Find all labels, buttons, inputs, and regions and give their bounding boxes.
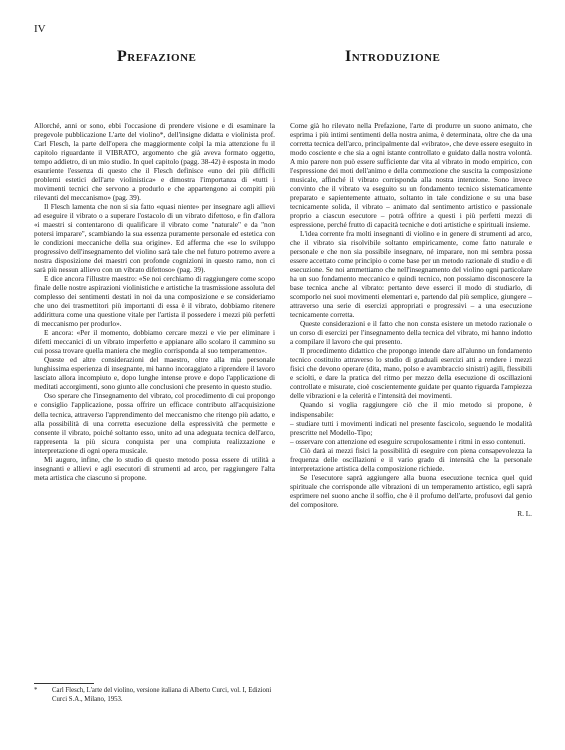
introduction-list-item-1: – studiare tutti i movimenti indicati nel presente fascicolo, seguendo le modalità prescritte nel Modello-Tipo; (290, 418, 532, 437)
footnote-mark: * (34, 687, 38, 694)
footnote-divider (34, 683, 94, 684)
preface-paragraph-5: Queste ed altre considerazioni del maestro, oltre alla mia personale lunghissima esperienza di insegnante, mi hanno incoraggiato a riprendere il lavoro lasciato allora incompiuto e, dopo lunghe intense prove e dopo l'applicazione di meditati accorgimenti, sono giunto alle conclusioni che presento in questo studio. (34, 355, 275, 392)
introduction-paragraph-7: Se l'esecutore saprà aggiungere alla buona esecuzione tecnica quel quid spirituale che corrisponde alle vibrazioni di un temperamento artistico, egli saprà esprimere nel suono anche il soffio, che è il profumo dell'arte, profusovi dal genio del compositore. (290, 472, 532, 509)
preface-paragraph-7: Mi auguro, infine, che lo studio di questo metodo possa essere di utilità a insegnanti e allievi e agli esecutori di strumenti ad arco, per raggiungere l'alta meta artistica che ciascuno si propone. (34, 454, 275, 482)
introduction-paragraph-6: Ciò darà ai mezzi fisici la possibilità di eseguire con piena consapevolezza la frequenza delle oscillazioni e il vario grado di intensità che la personale interpretazione artistica della composizione richiede. (290, 445, 532, 473)
preface-paragraph-1: Allorché, anni or sono, ebbi l'occasione di prendere visione e di esaminare la pregevole pubblicazione L'arte del violino*, dell'insigne didatta e violinista prof. Carl Flesch, la parte dell'opera che maggiormente colpì la mia attenzione fu il capitolo riguardante il VIBRATO, argomento che già aveva formato oggetto, tempo addietro, di un mio studio. In quel capitolo (pagg. 38-42) è esposta in modo esauriente l'essenza di questo che il Flesch definisce «uno dei più difficili problemi estetici dell'arte violinistica» e dimostra l'importanza di «tutti i movimenti tecnici che servono a produrlo e che appartengono ai compiti più rilevanti del meccanismo» (pag. 39). (34, 121, 275, 203)
introduction-paragraph-5: Quando si voglia raggiungere ciò che il mio metodo si propone, è indispensabile: (290, 400, 532, 419)
introduction-paragraph-1: Come già ho rilevato nella Prefazione, l'arte di produrre un suono animato, che esprima i più intimi sentimenti della nostra anima, è determinata, oltre che da una corretta tecnica dell'arco, principalmente dal «vibrato», che deve essere eseguito in modo cosciente e che sia a ogni istante controllato e guidato dalla nostra volontà. A mio parere non può essere sufficiente dar vita al vibrato in modo empirico, con l'espressione dei moti dell'animo e della commozione che suscita la composizione musicale, affinché il vibrato corrisponda alla nostra intenzione. Sono invece convinto che il vibrato va eseguito su un fondamento tecnico sistematicamente preparato e sapientemente attuato, soltanto in tale condizione e su una base tecnicamente solida, il vibrato – animato dal sentimento artistico e passionale proprio a ciascun esecutore – potrà offrire a questi i più perfetti mezzi di espressione, perché frutto di capacità tecniche e doti artistiche e spirituali insieme. (290, 121, 533, 230)
introduction-paragraph-3: Queste considerazioni e il fatto che non consta esistere un metodo razionale o un corso di esercizi per l'insegnamento della tecnica del vibrato, mi hanno indotto a compilare il lavoro che qui presento. (290, 319, 532, 347)
introduction-paragraph-2: L'idea corrente fra molti insegnanti di violino e in genere di strumenti ad arco, che il vibrato sia risolvibile soltanto empiricamente, come fatto naturale e personale e che non sia possibile insegnare, né imparare, non mi sembra possa essere accettato come principio o come base per un metodo razionale di studio e di esecuzione. Se noi ammettiamo che nell'insegnamento del violino ogni particolare ha un suo fondamento meccanico e quindi tecnico, non possiamo disconoscere la base tecnica anche al vibrato: pertanto deve esserci il modo di studiarlo, di scomporlo nei suoi movimenti elementari e, partendo dal più semplice, giungere – attraverso una serie di esercizi appropriati e progressivi – a una esecuzione tecnicamente corretta. (290, 229, 532, 320)
preface-paragraph-4: E ancora: «Per il momento, dobbiamo cercare mezzi e vie per eliminare i difetti meccanici di un vibrato imperfetto e appianare allo scolaro il cammino su cui possa trovare quella maniera che meglio corrisponda al suo temperamento». (34, 328, 275, 356)
introduction-heading: Introduzione (345, 48, 441, 65)
preface-paragraph-6: Oso sperare che l'insegnamento del vibrato, col procedimento di cui propongo e consiglio l'applicazione, possa offrire un efficace contributo all'acquisizione della tecnica, attraverso l'apprendimento del meccanismo che ritengo più adatto, e alla possibilità di una corretta esecuzione della espressività che permette e consente il vibrato, poiché soltanto esso, unito ad una adeguata tecnica dell'arco, rappresenta la più sicura conquista per una compiuta realizzazione e interpretazione di ogni opera musicale. (34, 391, 275, 455)
preface-paragraph-3: E dice ancora l'illustre maestro: «Se noi cerchiamo di raggiungere come scopo finale delle nostre aspirazioni violinistiche e artistiche la trasmissione assoluta del complesso dei sentimenti destati in noi da una composizione e se consideriamo che uno dei trasmettitori più importanti di essa è il vibrato, dobbiamo ritenere addirittura come una questione vitale per l'artista il possedere i mezzi più perfetti di meccanismo per produrlo». (34, 274, 275, 329)
page-number: IV (34, 23, 46, 35)
footnote-text: Carl Flesch, L'arte del violino, versione italiana di Alberto Curci, vol. I, Edizioni Curci S.A., Milano, 1953. (52, 687, 272, 703)
signature: R. L. (517, 508, 532, 518)
footnote (34, 687, 274, 704)
introduction-paragraph-4: Il procedimento didattico che propongo intende dare all'alunno un fondamento tecnico costituito attraverso lo studio di graduali esercizi atti a rendere i mezzi fisici che devono operare (dita, mano, polso e avambraccio sinistri) agili, flessibili e sciolti, e dare la pratica del ritmo per mezzo della esecuzione di oscillazioni controllate e misurate, cioè coscientemente guidate per quanto riguarda l'ampiezza delle vibrazioni e la celerità e l'intensità dei movimenti. (290, 346, 532, 401)
preface-paragraph-2: Il Flesch lamenta che non si sia fatto «quasi niente» per insegnare agli allievi ad eseguire il vibrato o a superare l'ostacolo di un vibrato difettoso, e fin d'allora «i maestri si contentarono di qualificare il vibrato come "naturale" e da "non potersi imparare", scambiando la sua essenza puramente personale ed estetica con le condizioni meccaniche della sua origine». Ed afferma che «se lo sviluppo progressivo dell'insegnamento del violino sarà tale che nel futuro potremo avere a nostra disposizione dei maestri con profonde cognizioni in questo ramo, non ci sarà più nessun allievo con un vibrato difettoso» (pag. 39). (34, 202, 275, 275)
introduction-column (290, 121, 532, 518)
preface-heading: Prefazione (117, 48, 197, 65)
introduction-list-item-2: – osservare con attenzione ed eseguire scrupolosamente i ritmi in esso contenuti. (290, 436, 526, 446)
preface-column (34, 121, 275, 482)
